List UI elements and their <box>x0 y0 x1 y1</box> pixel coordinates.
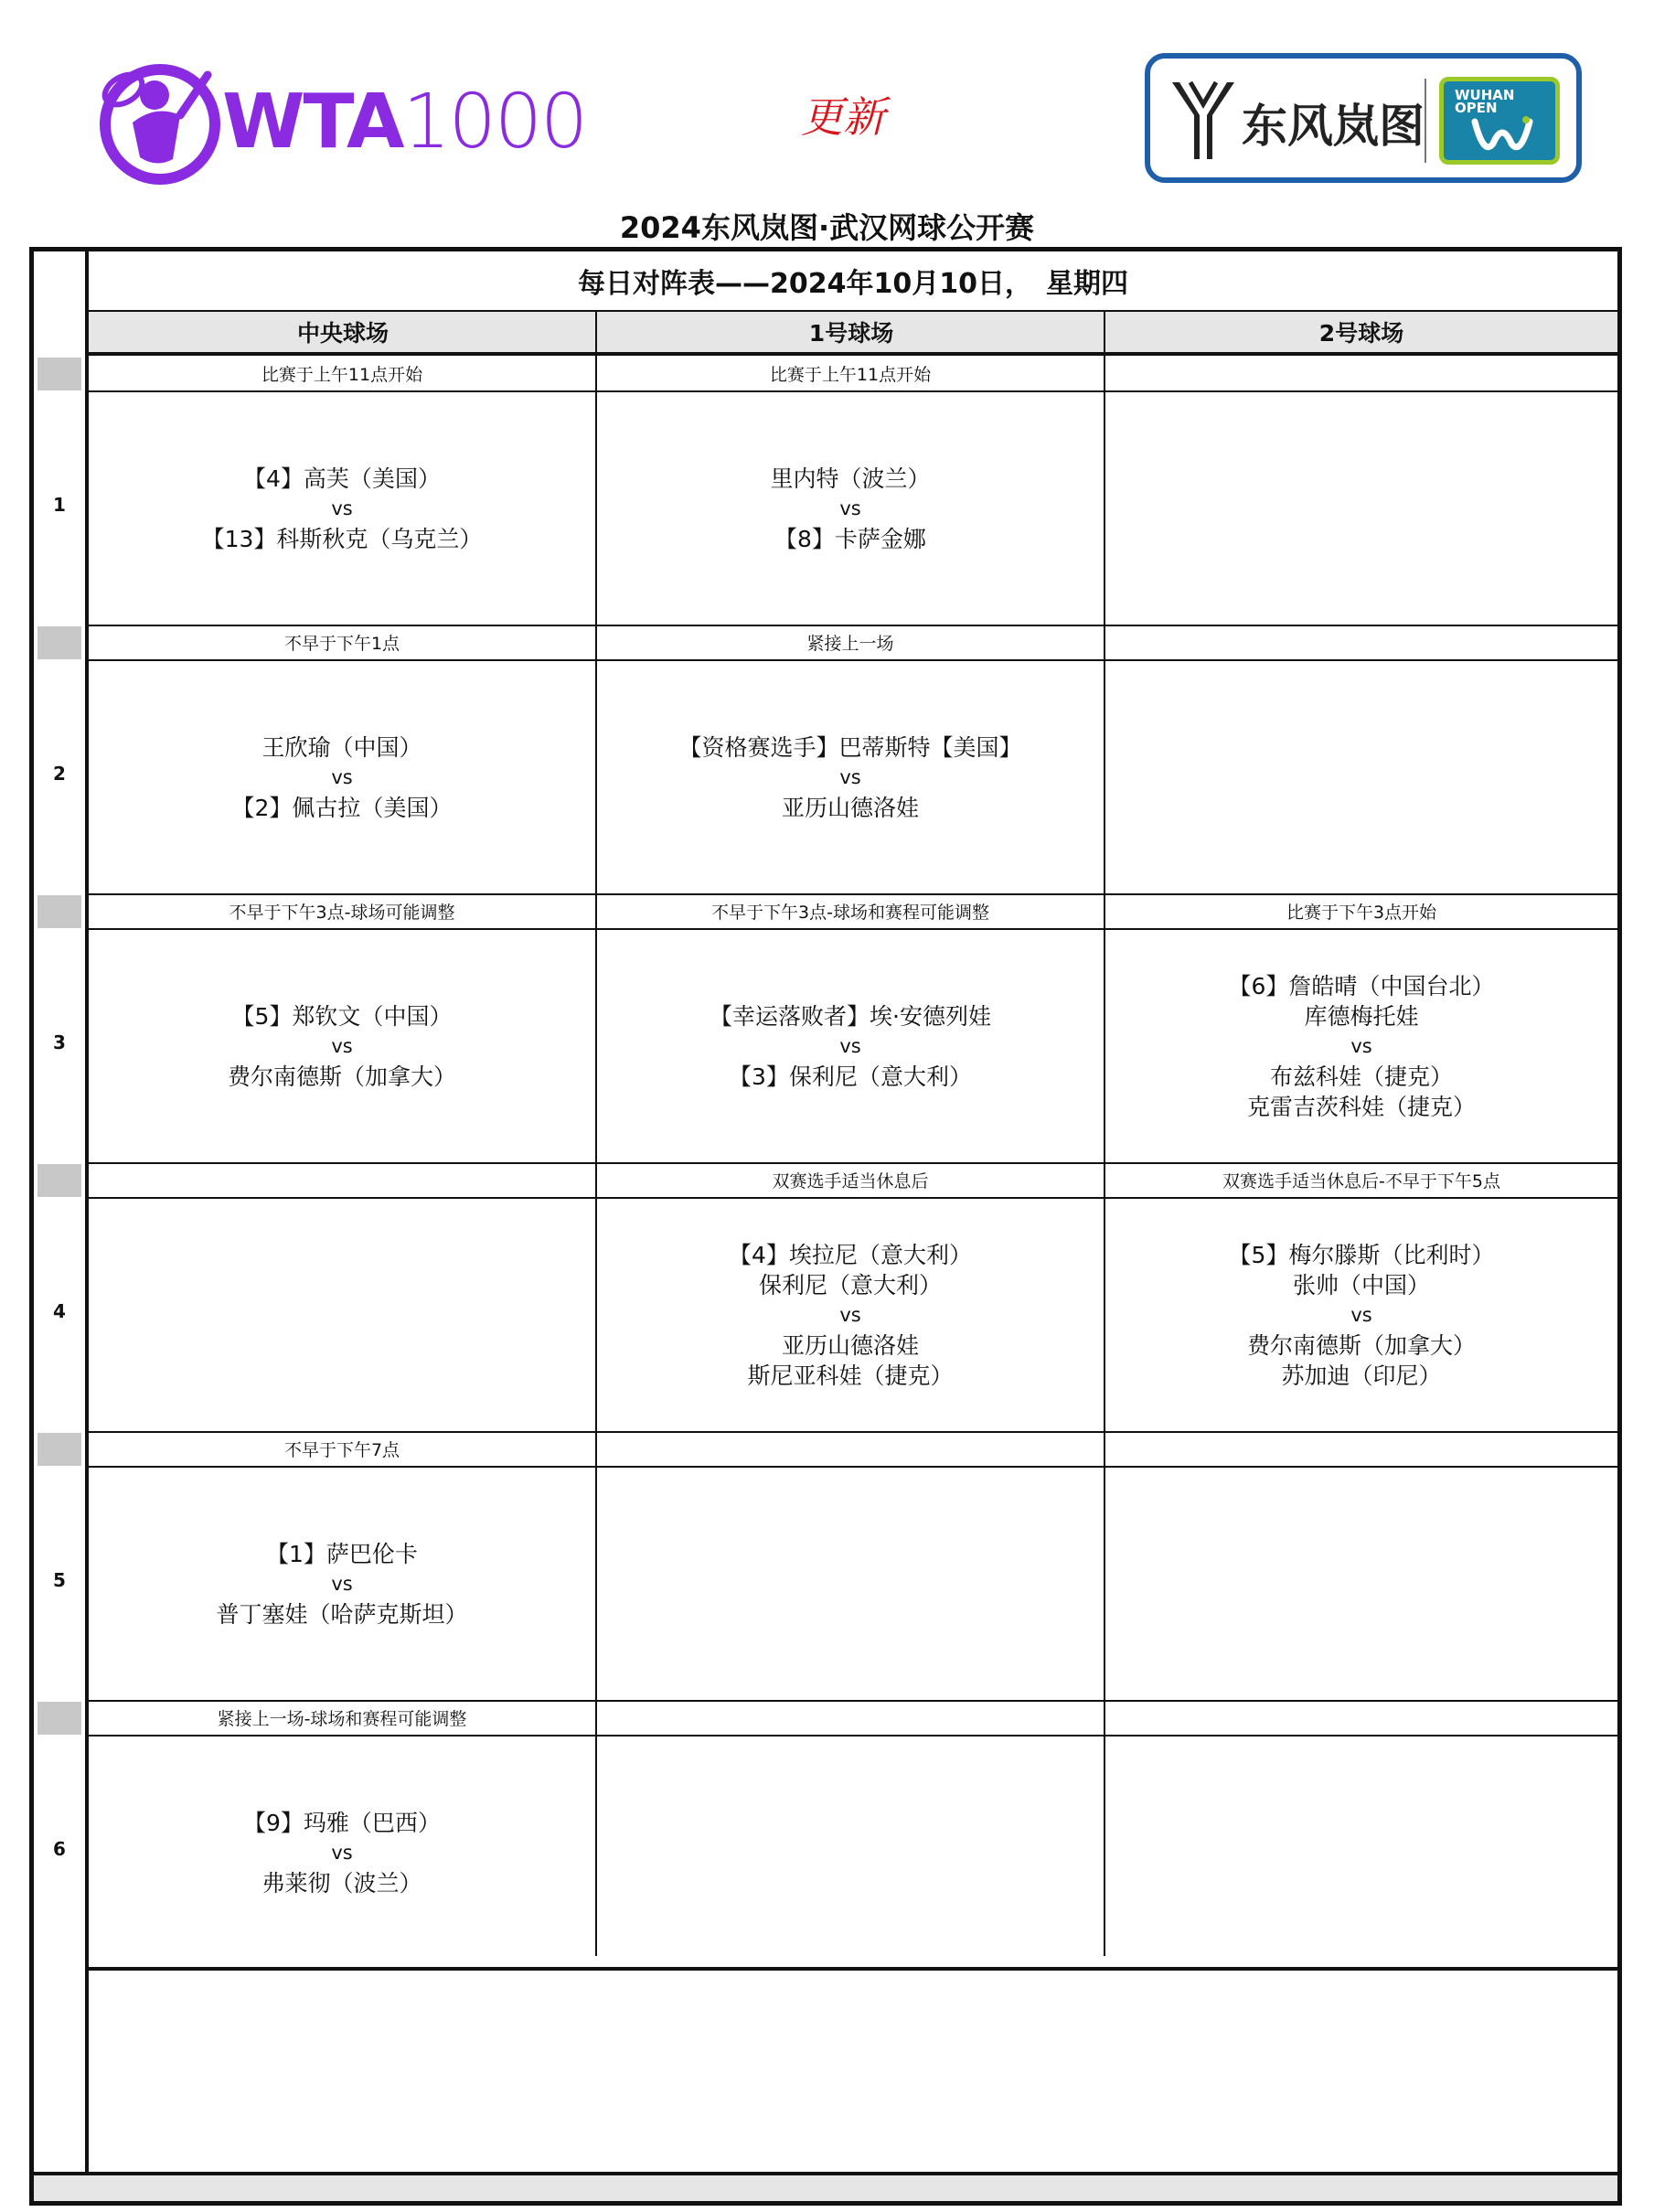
schedule-grid <box>29 247 1622 2206</box>
match-cell-court2 <box>1105 1199 1617 1431</box>
match-order-number: 4 <box>53 1300 66 1322</box>
match-cell-court2 <box>1105 1736 1617 1969</box>
player-name: 【5】郑钦文（中国） <box>231 1002 453 1030</box>
start-time-note-center: 不早于下午3点-球场可能调整 <box>229 902 455 923</box>
versus-label: vs <box>331 1572 353 1595</box>
start-time-note-court1: 紧接上一场 <box>806 633 894 654</box>
start-time-note-center <box>89 1164 595 1195</box>
player-name: 库德梅托娃 <box>1304 1002 1419 1030</box>
match-order-number: 6 <box>53 1838 66 1860</box>
start-time-note-court1: 不早于下午3点-球场和赛程可能调整 <box>711 902 989 923</box>
start-time-note-court1 <box>597 1702 1104 1733</box>
player-name: 普丁塞娃（哈萨克斯坦） <box>216 1600 468 1628</box>
match-cell-court2 <box>1105 661 1617 893</box>
update-tag: 更新 <box>801 92 885 142</box>
match-cell-court1 <box>597 930 1104 1162</box>
match-order-number: 2 <box>53 763 66 785</box>
court-header-court1: 1号球场 <box>597 312 1105 356</box>
player-name: 费尔南德斯（加拿大） <box>1246 1331 1476 1359</box>
sponsor-divider <box>1425 79 1426 163</box>
player-name: 【3】保利尼（意大利） <box>729 1063 972 1090</box>
match-cell-court1 <box>597 1736 1104 1969</box>
player-name: 弗莱彻（波兰） <box>261 1869 422 1897</box>
match-cell-center <box>89 392 595 625</box>
start-time-note-court1: 比赛于上午11点开始 <box>769 364 932 385</box>
match-cell-court1 <box>597 1199 1104 1431</box>
start-time-note-center: 不早于下午1点 <box>283 633 400 654</box>
match-cell-court2 <box>1105 1468 1617 1700</box>
player-name: 王欣瑜（中国） <box>261 733 422 761</box>
order-column <box>34 251 89 2201</box>
player-name: 费尔南德斯（加拿大） <box>227 1063 456 1090</box>
wta-wordmark: WTA1000 <box>222 79 587 166</box>
player-name: 【幸运落败者】埃·安德列娃 <box>710 1002 991 1030</box>
player-name: 苏加迪（印尼） <box>1281 1362 1442 1389</box>
player-name: 【5】梅尔滕斯（比利时） <box>1228 1241 1495 1268</box>
match-cell-court1 <box>597 1468 1104 1700</box>
player-name: 亚历山德洛娃 <box>781 1331 919 1359</box>
player-name: 布兹科娃（捷克） <box>1269 1063 1453 1090</box>
versus-label: vs <box>839 765 861 788</box>
wuhan-open-badge <box>1439 77 1560 165</box>
wta-player-silhouette-icon <box>96 59 224 187</box>
versus-label: vs <box>331 765 353 788</box>
versus-label: vs <box>331 1034 353 1057</box>
row-shade <box>37 626 81 659</box>
row-shade <box>37 358 81 390</box>
match-cell-court1 <box>597 661 1104 893</box>
player-name: 张帅（中国） <box>1292 1271 1430 1298</box>
row-shade <box>37 1164 81 1197</box>
date-banner: 每日对阵表——2024年10月10日， 星期四 <box>89 251 1617 313</box>
start-time-note-court2 <box>1105 1433 1617 1464</box>
start-time-note-court2: 比赛于下午3点开始 <box>1286 902 1437 923</box>
player-name: 【4】埃拉尼（意大利） <box>729 1241 972 1268</box>
player-name: 【6】詹皓晴（中国台北） <box>1228 972 1495 999</box>
schedule-end-divider <box>89 1967 1617 1971</box>
start-time-note-court1 <box>597 1433 1104 1464</box>
match-cell-center <box>89 1199 595 1431</box>
versus-label: vs <box>1350 1034 1372 1057</box>
player-name: 保利尼（意大利） <box>758 1271 942 1298</box>
wta-1000-logo <box>96 53 587 190</box>
match-cell-center <box>89 661 595 893</box>
player-name: 里内特（波兰） <box>770 465 931 492</box>
player-name: 【9】玛雅（巴西） <box>243 1809 441 1836</box>
sponsor-name: 东风岚图 <box>1242 100 1425 153</box>
player-name: 【资格赛选手】巴蒂斯特【美国】 <box>678 733 1022 761</box>
versus-label: vs <box>331 497 353 519</box>
match-cell-center <box>89 1736 595 1969</box>
match-order-number: 3 <box>53 1031 66 1053</box>
sponsor-logo <box>1145 53 1582 183</box>
event-title: 2024东风岚图·武汉网球公开赛 <box>619 210 1035 245</box>
match-order-number: 1 <box>53 494 66 516</box>
player-name: 【4】高芙（美国） <box>243 465 441 492</box>
versus-label: vs <box>839 1034 861 1057</box>
match-cell-center <box>89 1468 595 1700</box>
versus-label: vs <box>331 1841 353 1864</box>
match-cell-court2 <box>1105 392 1617 625</box>
start-time-note-court2 <box>1105 358 1617 389</box>
versus-label: vs <box>839 497 861 519</box>
player-name: 【13】科斯秋克（乌克兰） <box>201 525 483 552</box>
versus-label: vs <box>839 1303 861 1326</box>
match-order-number: 5 <box>53 1569 66 1591</box>
player-name: 【1】萨巴伦卡 <box>266 1540 418 1567</box>
start-time-note-center: 比赛于上午11点开始 <box>261 364 423 385</box>
row-shade <box>37 1433 81 1466</box>
player-name: 斯尼亚科娃（捷克） <box>747 1362 954 1389</box>
player-name: 【8】卡萨金娜 <box>774 525 926 552</box>
match-cell-court1 <box>597 392 1104 625</box>
voyah-mark-icon <box>1167 77 1240 165</box>
start-time-note-court2 <box>1105 1702 1617 1733</box>
start-time-note-court2 <box>1105 626 1617 657</box>
start-time-note-court1: 双赛选手适当休息后 <box>772 1170 929 1191</box>
player-name: 亚历山德洛娃 <box>781 794 919 821</box>
player-name: 【2】佩古拉（美国） <box>231 794 453 821</box>
start-time-note-center: 紧接上一场-球场和赛程可能调整 <box>217 1708 467 1729</box>
footer-bar <box>34 2172 1617 2201</box>
start-time-note-center: 不早于下午7点 <box>283 1439 400 1460</box>
badge-text: WUHAN OPEN <box>1455 87 1515 116</box>
row-shade <box>37 895 81 928</box>
versus-label: vs <box>1350 1303 1372 1326</box>
court-header-center: 中央球场 <box>89 312 597 356</box>
row-shade <box>37 1702 81 1735</box>
match-cell-center <box>89 930 595 1162</box>
court-header-court2: 2号球场 <box>1105 312 1617 356</box>
match-cell-court2 <box>1105 930 1617 1162</box>
player-name: 克雷吉茨科娃（捷克） <box>1246 1093 1476 1120</box>
start-time-note-court2: 双赛选手适当休息后-不早于下午5点 <box>1222 1170 1500 1191</box>
wuhan-open-w-icon <box>1471 116 1535 156</box>
